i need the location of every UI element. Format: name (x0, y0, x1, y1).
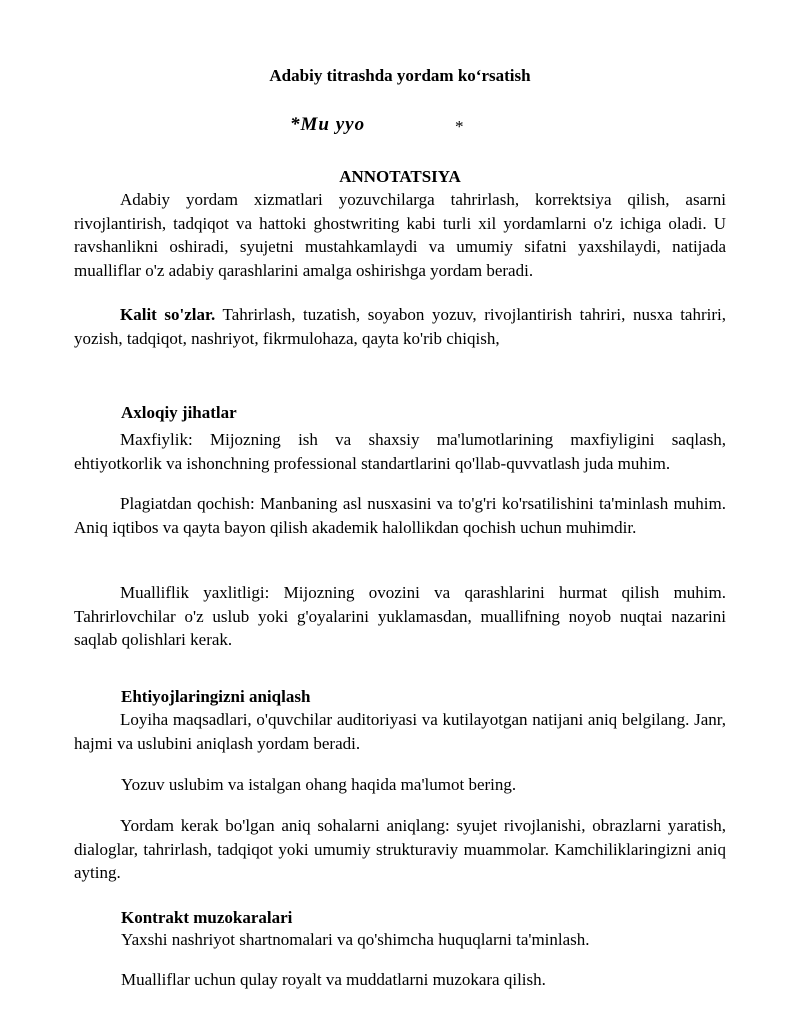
section-paragraph: Plagiatdan qochish: Manbaning asl nusxasini va to'g'ri ko'rsatilishini ta'minlash muhim. Aniq iqtibos va qayta bayon qilish akademik halollikdan qochish uchun muhimdir. (74, 494, 726, 537)
section-paragraph: Loyiha maqsadlari, o'quvchilar auditoriyasi va kutilayotgan natijani aniq belgilang. Janr, hajmi va uslubini aniqlash yordam beradi. (74, 710, 726, 753)
document-title: Adabiy titrashda yordam koʻrsatish (269, 66, 531, 85)
section-heading-needs: Ehtiyojlaringizni aniqlash (121, 687, 311, 706)
annotation-heading: ANNOTATSIYA (339, 167, 461, 186)
author-footnote-mark: * (455, 117, 464, 136)
keywords-paragraph (74, 303, 726, 350)
annotation-paragraph: Adabiy yordam xizmatlari yozuvchilarga tahrirlash, korrektsiya qilish, asarni rivojlantirish, tadqiqot va hattoki ghostwriting kabi turli xil yordamlarni o'z ichiga oladi. U ravshanlikni oshiradi, syujetni mustahkamlaydi va umumiy sifatni yaxshilaydi, natijada mualliflar o'z adabiy qarashlarini amalga oshirishga yordam beradi. (74, 190, 726, 280)
section-paragraph: Yaxshi nashriyot shartnomalari va qo'shimcha huquqlarni ta'minlash. (121, 930, 590, 949)
section-paragraph: Maxfiylik: Mijozning ish va shaxsiy ma'lumotlarining maxfiyligini saqlash, ehtiyotkorlik va ishonchning professional standartlarini qo'llab-quvvatlash juda muhim. (74, 430, 726, 473)
section-paragraph: Mualliflar uchun qulay royalt va muddatlarni muzokara qilish. (121, 970, 546, 989)
section-heading-ethics: Axloqiy jihatlar (121, 403, 237, 422)
section-paragraph: Yordam kerak bo'lgan aniq sohalarni aniqlang: syujet rivojlanishi, obrazlarni yaratish, dialoglar, tahrirlash, tadqiqot yoki umumiy strukturaviy muammolar. Kamchiliklaringizni aniq ayting. (74, 816, 726, 882)
section-heading-contracts: Kontrakt muzokaralari (121, 908, 293, 927)
author-name: *Mu yyo (290, 114, 366, 135)
section-paragraph: Mualliflik yaxlitligi: Mijozning ovozini va qarashlarini hurmat qilish muhim. Tahrirlovchilar o'z uslub yoki g'oyalarini yuklamasdan, muallifning noyob nuqtai nazarini saqlab qolishlari kerak. (74, 583, 726, 649)
section-paragraph: Yozuv uslubim va istalgan ohang haqida ma'lumot bering. (121, 775, 517, 794)
keywords-label: Kalit so'zlar. (120, 305, 216, 324)
keywords-text: Tahrirlash, tuzatish, soyabon yozuv, rivojlantirish tahriri, nusxa tahriri, yozish, tadqiqot, nashriyot, fikrmulohaza, qayta ko'rib chiqish, (74, 305, 726, 348)
